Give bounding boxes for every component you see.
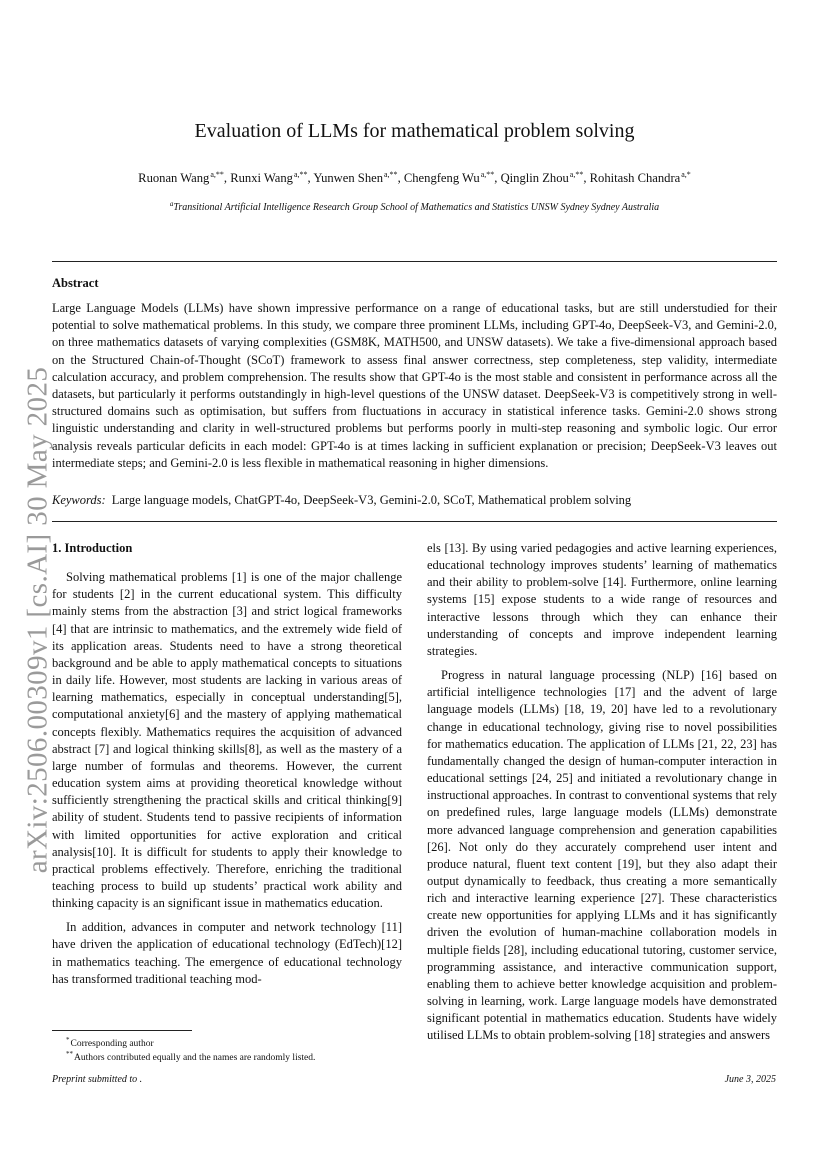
- paragraph: Progress in natural language processing (NLP) [16] based on artificial intelligence technologies [17] and the advent of large language models (LLMs) [18, 19, 20] have led to a revolutionary change in educational technology, giving rise to novel possibilities for mathematics education. The application of LLMs [21, 22, 23] has fundamentally changed the design of human-computer interaction in educational settings [24, 25] and initiated a revolutionary change in instructional approaches. In contrast to conventional systems that rely on predefined rules, large language models (LLMs) demonstrate more advanced language comprehension and generation capabilities [26]. Not only do they accurately comprehend user intent and produce natural, fluent text content [19], but they also adapt their output dynamically to feedback, thus creating a more semantically rich and interactive learning experience [27]. These characteristics create new opportunities for applying LLMs and it has significantly driven the evolution of human-machine collaboration models in multiple fields [28], including educational tutoring, customer service, programming assistance, and interactive communication support, enabling them to achieve better knowledge acquisition and problem-solving in learning, work. Large language models have demonstrated significant potential in mathematics education. Students have widely utilised LLMs to obtain problem-solving [18] strategies and answers: [427, 668, 777, 1043]
- keywords: [52, 493, 777, 508]
- paragraph-continuation: els [13]. By using varied pedagogies and active learning experiences, educational technology improves students’ learning of mathematics and their ability to problem-solve [14]. Furthermore, online learning systems [15] expose students to a wide range of resources and interactive lessons through which they can enhance their understanding of concepts and improve independent learning strategies.: [427, 541, 777, 658]
- author-name: Runxi Wang: [230, 171, 293, 185]
- abstract-heading: Abstract: [52, 276, 99, 290]
- footnote-text: Corresponding author: [70, 1039, 154, 1049]
- author-affiliation-mark: a,**: [210, 170, 224, 179]
- arxiv-identifier: arXiv:2506.00309v1 [cs.AI] 30 May 2025: [21, 366, 54, 874]
- abstract-bottom-rule: [52, 521, 777, 522]
- affiliation-mark: a: [169, 200, 174, 208]
- footnote-mark: **: [66, 1050, 73, 1058]
- affiliation-text: Transitional Artificial Intelligence Research Group School of Mathematics and Statistics UNSW Sydney Sydney Australia: [173, 202, 660, 213]
- author-name: Ruonan Wang: [138, 171, 210, 185]
- paragraph: In addition, advances in computer and network technology [11] have driven the application of educational technology (EdTech)[12] in mathematics teaching. The emergence of educational technology has transformed traditional teaching mod-: [52, 920, 402, 986]
- footer-submission-note: Preprint submitted to .: [52, 1074, 143, 1085]
- footer-date: June 3, 2025: [724, 1074, 776, 1085]
- left-column: [52, 540, 402, 995]
- author-name: Rohitash Chandra: [589, 171, 681, 185]
- author-list: Ruonan Wang$^{a,**}$, Runxi Wang$^{a,**}$, Yunwen Shen$^{a,**}$, Chengfeng $Wu^{a,**}$, Qinglin Zhou$^{a,**}$, Rohitash Chandra$^{a,*}$: [138, 170, 691, 185]
- author-affiliation-mark: a,**: [384, 170, 398, 179]
- affiliation: [52, 200, 777, 213]
- author-affiliation-mark: a,**: [480, 170, 495, 179]
- paragraph: Solving mathematical problems [1] is one of the major challenge for students [2] in the current educational system. This difficulty mainly stems from the abstraction [3] and strict logical frameworks [4] that are intrinsic to mathematics, and the extremely wide field of its application areas. Students need to have a strong theoretical background and be able to apply mathematical concepts to situations in daily life. However, most students are lacking in various areas of learning mathematics, especially in conceptual understanding[5], computational anxiety[6] and the mastery of applying mathematical concepts flexibly. Mathematics requires the acquisition of advanced abstract [7] and logical thinking skills[8], as well as the mastery of a large number of formulas and theorems. However, the current education system aims at providing theoretical knowledge without sufficiently strengthening the practical skills and critical thinking[9] ability of student. Students tend to passive recipients of information with limited opportunities for active exploration and critical analysis[10]. It is difficult for students to apply their knowledge to practical problems effectively. Therefore, enriching the traditional teaching process to build up students’ practical work ability and thinking capacity is an significant issue in mathematics education.: [52, 570, 402, 911]
- author-affiliation-mark: a,*: [681, 170, 691, 179]
- footnote-mark: *: [66, 1036, 70, 1044]
- footnote: [52, 1050, 315, 1063]
- footnote-text: Authors contributed equally and the names are randomly listed.: [74, 1053, 316, 1063]
- footnote-rule: [52, 1030, 192, 1031]
- author-name: Chengfeng Wu: [403, 171, 480, 185]
- right-column: [427, 540, 777, 1052]
- author-affiliation-mark: a,**: [293, 170, 308, 179]
- author-name: Yunwen Shen: [313, 171, 383, 185]
- section-heading: 1. Introduction: [52, 541, 133, 555]
- author-name: Qinglin Zhou: [500, 171, 569, 185]
- keywords-text: Large language models, ChatGPT-4o, DeepSeek-V3, Gemini-2.0, SCoT, Mathematical problem solving: [111, 493, 632, 507]
- keywords-label: Keywords:: [52, 493, 106, 507]
- footnote: [52, 1036, 154, 1049]
- top-rule: [52, 261, 777, 262]
- paper-title: Evaluation of LLMs for mathematical problem solving: [194, 120, 635, 142]
- author-affiliation-mark: a,**: [569, 170, 584, 179]
- abstract-text: Large Language Models (LLMs) have shown impressive performance on a range of educational tasks, but are still understudied for their potential to solve mathematical problems. In this study, we compare three prominent LLMs, including GPT-4o, DeepSeek-V3, and Gemini-2.0, on three mathematics datasets of varying complexities (GSM8K, MATH500, and UNSW datasets). We take a five-dimensional approach based on the Structured Chain-of-Thought (SCoT) framework to assess final answer correctness, step completeness, step validity, intermediate calculation accuracy, and problem comprehension. The results show that GPT-4o is the most stable and consistent in performance across all the datasets, but particularly it performs outstandingly in high-level questions of the UNSW dataset. DeepSeek-V3 is competitively strong in well-structured domains such as optimisation, but suffers from fluctuations in accuracy in statistical inference tasks. Gemini-2.0 shows strong linguistic understanding and clarity in well-structured problems but performs poorly in multi-step reasoning and symbolic logic. Our error analysis reveals particular deficits in each model: GPT-4o is at times lacking in sufficient explanation or precision; DeepSeek-V3 leaves out intermediate steps; and Gemini-2.0 is less flexible in mathematical reasoning in higher dimensions.: [52, 301, 777, 470]
